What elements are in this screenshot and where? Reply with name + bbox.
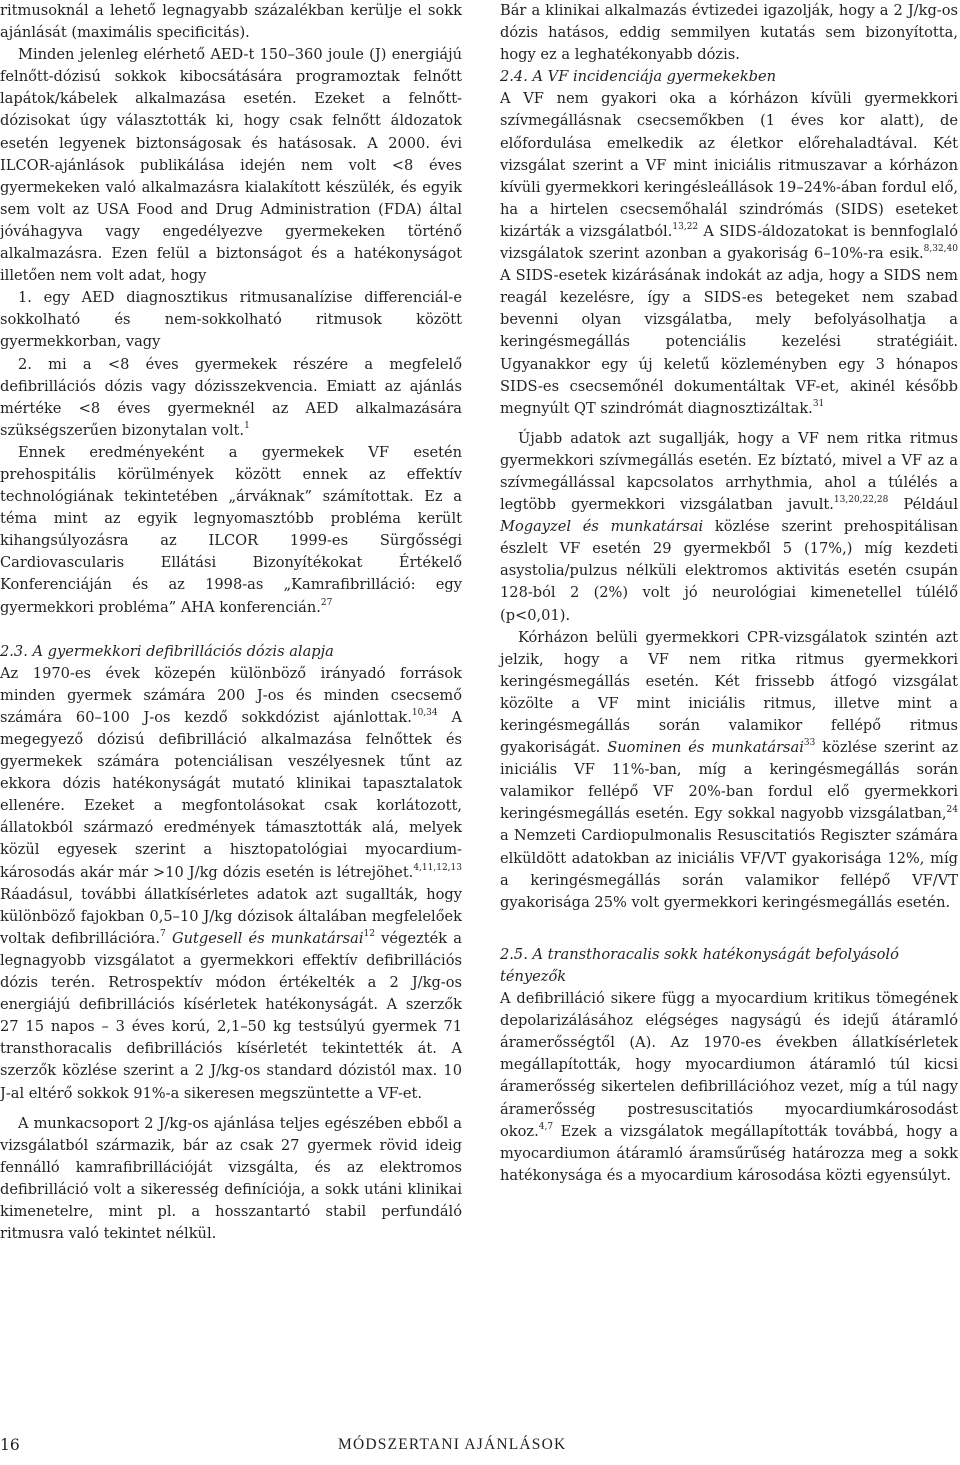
text: A defibrilláció sikere függ a myocardium kritikus tömegének depolarizálásához elégséges nagyságú és idejű átáramló áramerősségtől (A). Az 1970-es években állatkísérletek megállapították, hogy myocardiumon átáramló túl kicsi áramerősség sikertelen defibrillációhoz vezet, míg a túl nagy áramerősség postresuscitatiós myocardiumkárosodást okoz. xyxy=(500,990,958,1140)
citation: 4,11,12,13 xyxy=(413,862,462,873)
text: Például xyxy=(888,496,959,514)
author-reference: Suominen és munkatársai xyxy=(607,739,804,757)
text: Ezek a vizsgálatok megállapították továbbá, hogy a myocardiumon átáramló áramsűrűség határozza meg a sokk hatékonysága és a myocardium károsodása közti egyensúlyt. xyxy=(500,1122,958,1184)
page-footer xyxy=(0,1436,960,1464)
text: végezték a legnagyobb vizsgálatot a gyermekkori effektív defibrillációs dózis terén. Retrospektív módon értékelték a 2 J/kg-os energiájú defibrillációs kísérletek hatékonyságát. A szerzők 27 15 napos – 3 éves korú, 2,1–50 kg testsúlyú gyermek 71 transthoracalis defibrillációs kísérletét tekintették át. A szerzők közlése szerint a 2 J/kg-os standard dózistól max. 10 J-al eltérő sokkok 91%-a sikeresen megszüntette a VF-et. xyxy=(0,929,462,1102)
text: közlése szerint az iniciális VF 11%-ban, míg a keringésmegállás során valamikor fellépő VF 20%-ban fordul elő gyermekkori keringésmegállás esetén. Egy sokkal nagyobb vizsgálatban, xyxy=(500,739,959,823)
paragraph xyxy=(500,428,958,627)
section-heading-2-5: 2.5. A transthoracalis sokk hatékonyságát befolyásoló tényezők xyxy=(500,945,899,985)
citation: 24 xyxy=(946,804,958,815)
text: Ráadásul, további állatkísérletes adatok azt sugallták, hogy különböző fajokban 0,5–10 J/kg dózisok általában megfelelőek voltak defibrillációra. xyxy=(0,885,462,947)
paragraph xyxy=(500,627,958,914)
citation: 13,22 xyxy=(672,222,699,233)
author-reference: Gutgesell és munkatársai xyxy=(165,929,364,947)
paragraph: A munkacsoport 2 J/kg-os ajánlása teljes egészében ebből a vizsgálatból származik, bár az csak 27 gyermek rövid ideig fennálló kamrafibrillációját vizsgálta, és az elektromos defibrilláció volt a sikeresség definíciója, a sokk utáni klinikai kimenetelre, mint pl. a hosszantartó stabil perfundáló ritmusra való tekintet nélkül. xyxy=(0,1114,462,1243)
text: A megegyező dózisú defibrilláció alkalmazása felnőttek és gyermekek számára potenciálisan veszélyesnek tűnt az ekkora dózis hatékonyságát mutató klinikai tapasztalatok ellenére. Ezeket a megfontolásokat csak korlátozott, állatokból származó eredmények támasztották alá, melyek közül egyesek szerint a hisztopatológiai myocardium-károsodás akár már >10 J/kg dózis esetén is létrejöhet. xyxy=(0,708,463,881)
citation: 12 xyxy=(363,928,375,939)
citation: 1 xyxy=(244,420,250,431)
author-reference: Mogayzel és munkatársai xyxy=(500,518,704,536)
citation: 31 xyxy=(812,398,825,409)
text: Az 1970-es évek közepén különböző irányadó források minden gyermek számára 200 J-os és minden csecsemő számára 60–100 J-os kezdő sokkdózist ajánlottak. xyxy=(0,664,462,726)
text: A VF nem gyakori oka a kórházon kívüli gyermekkori szívmegállásnak csecsemőkben (1 éves kor alatt), de előfordulása emelkedik az életkor előrehaladtával. Két vizsgálat szerint a VF mint iniciális ritmuszavar a kórházon kívüli gyermekkori keringésleállások 19–24%-ában fordul elő, ha a hirtelen csecsemőhalál szindrómás (SIDS) eseteket kizárták a vizsgálatból. xyxy=(500,90,958,240)
paragraph xyxy=(0,663,462,1105)
paragraph: Minden jelenleg elérhető AED-t 150–360 joule (J) energiájú felnőtt-dózisú sokkok kibocsátására programoztak felnőtt lapátok/kábelek alkalmazása esetén. Ezeket a felnőtt-dózisokat úgy választották ki, hogy csak felnőtt áldozatok esetén legyenek biztonságosak és hatásosak. A 2000. évi ILCOR-ajánlások publikálása idején nem volt <8 éves gyermekeken való alkalmazásra kialakított készülék, és egyik sem volt az USA Food and Drug Administration (FDA) által jóváhagyva vagy engedélyezve gyermekeken történő alkalmazásra. Ezen felül a biztonságot és a hatékonyságot illetően nem volt adat, hogy xyxy=(0,46,462,285)
citation: 10,34 xyxy=(411,708,438,719)
list-item xyxy=(0,354,462,442)
section-heading-2-3: 2.3. A gyermekkori defibrillációs dózis alapja xyxy=(0,642,334,660)
paragraph: ritmusoknál a lehető legnagyabb százalékban kerülje el sokk ajánlását (maximális specificitás). xyxy=(0,2,462,42)
text: Kórházon belüli gyermekkori CPR-vizsgálatok szintén azt jelzik, hogy a VF nem ritka ritmus gyermekkori keringésmegállás esetén. Két frissebb átfogó vizsgálat közölte a VF mint iniciális ritmus, illetve mint a keringésmegállás során valamikor fellépő ritmus gyakoriságát. xyxy=(500,628,958,757)
citation: 8,32,40 xyxy=(923,244,958,255)
text: Ennek eredményeként a gyermekek VF esetén prehospitális körülmények között ennek az effektív technológiának tekintetében „árváknak” számítottak. Ez a téma mint az egyik legnyomasztóbb probléma került kihangsúlyozásra az ILCOR 1999-es Sürgősségi Cardiovascularis Ellátási Bizonyítékokat Értékelő Konferenciáján és az 1998-as „Kamrafibrilláció: egy gyermekkori probléma” AHA konferencián. xyxy=(0,443,462,616)
text: közlése szerint prehospitálisan észlelt VF esetén 29 gyermekből 5 (17%,) míg kezdeti asystolia/pulzus nélküli elektromos aktivitás esetén csupán 128-ból 2 (2%) volt jó neurológiai kimenetellel túlélő (p<0,01). xyxy=(500,518,958,624)
text: A SIDS-esetek kizárásának indokát az adja, hogy a SIDS nem reagál kezelésre, így a SIDS-es betegeket nem szabad bevenni olyan vizsgálatba, mely befolyásolhatja a keringésmegállás potenciális kezelési stratégiáit. Ugyanakkor egy új keletű közleményben egy 3 hónapos SIDS-es csecsemőnél dokumentáltak VF-et, akinél később megnyúlt QT szindrómát diagnosztizáltak. xyxy=(500,267,958,417)
page-number: 16 xyxy=(0,1436,20,1454)
list-item: 1. egy AED diagnosztikus ritmusanalízise differenciál-e sokkolható és nem-sokkolható ritmusok között gyermekkorban, vagy xyxy=(0,289,462,351)
text: a Nemzeti Cardiopulmonalis Resuscitatiós Regiszter számára elküldött adatokban az iniciális VF/VT gyakorisága 12%, míg a keringésmegállás során valamikor fellépő VF/VT gyakorisága 25% volt gyermekkori keringésmegállás esetén. xyxy=(500,827,958,911)
text: A SIDS-áldozatokat is bennfoglaló vizsgálatok szerint azonban a gyakoriság 6–10%-ra esik. xyxy=(500,222,958,263)
running-head: MÓDSZERTANI AJÁNLÁSOK xyxy=(338,1436,567,1453)
citation: 13,20,22,28 xyxy=(833,495,889,506)
text: Újabb adatok azt sugallják, hogy a VF nem ritka ritmus gyermekkori szívmegállás esetén. Ez bíztató, mivel a VF az a szívmegállással kapcsolatos arrhythmia, ahol a túlélés a legtöbb gyermekkori vizsgálatban javult. xyxy=(500,429,958,514)
left-column xyxy=(0,0,462,1245)
citation: 27 xyxy=(320,597,333,608)
citation: 7 xyxy=(160,928,166,939)
paragraph xyxy=(500,988,958,1187)
paragraph xyxy=(0,442,462,619)
right-column xyxy=(500,0,958,1187)
section-heading-2-4: 2.4. A VF incidenciája gyermekekben xyxy=(500,68,777,86)
text: 2. mi a <8 éves gyermekek részére a megfelelő defibrillációs dózis vagy dózisszekvencia. Emiatt az ajánlás mértéke <8 éves gyermeknél az AED alkalmazására szükségszerűen bizonytalan volt. xyxy=(0,355,462,439)
paragraph: Bár a klinikai alkalmazás évtizedei igazolják, hogy a 2 J/kg-os dózis hatásos, eddig semmilyen kutatás sem bizonyította, hogy ez a leghatékonyabb dózis. xyxy=(500,2,958,64)
citation: 4,7 xyxy=(538,1121,554,1132)
paragraph xyxy=(500,88,958,419)
citation: 33 xyxy=(803,738,816,749)
